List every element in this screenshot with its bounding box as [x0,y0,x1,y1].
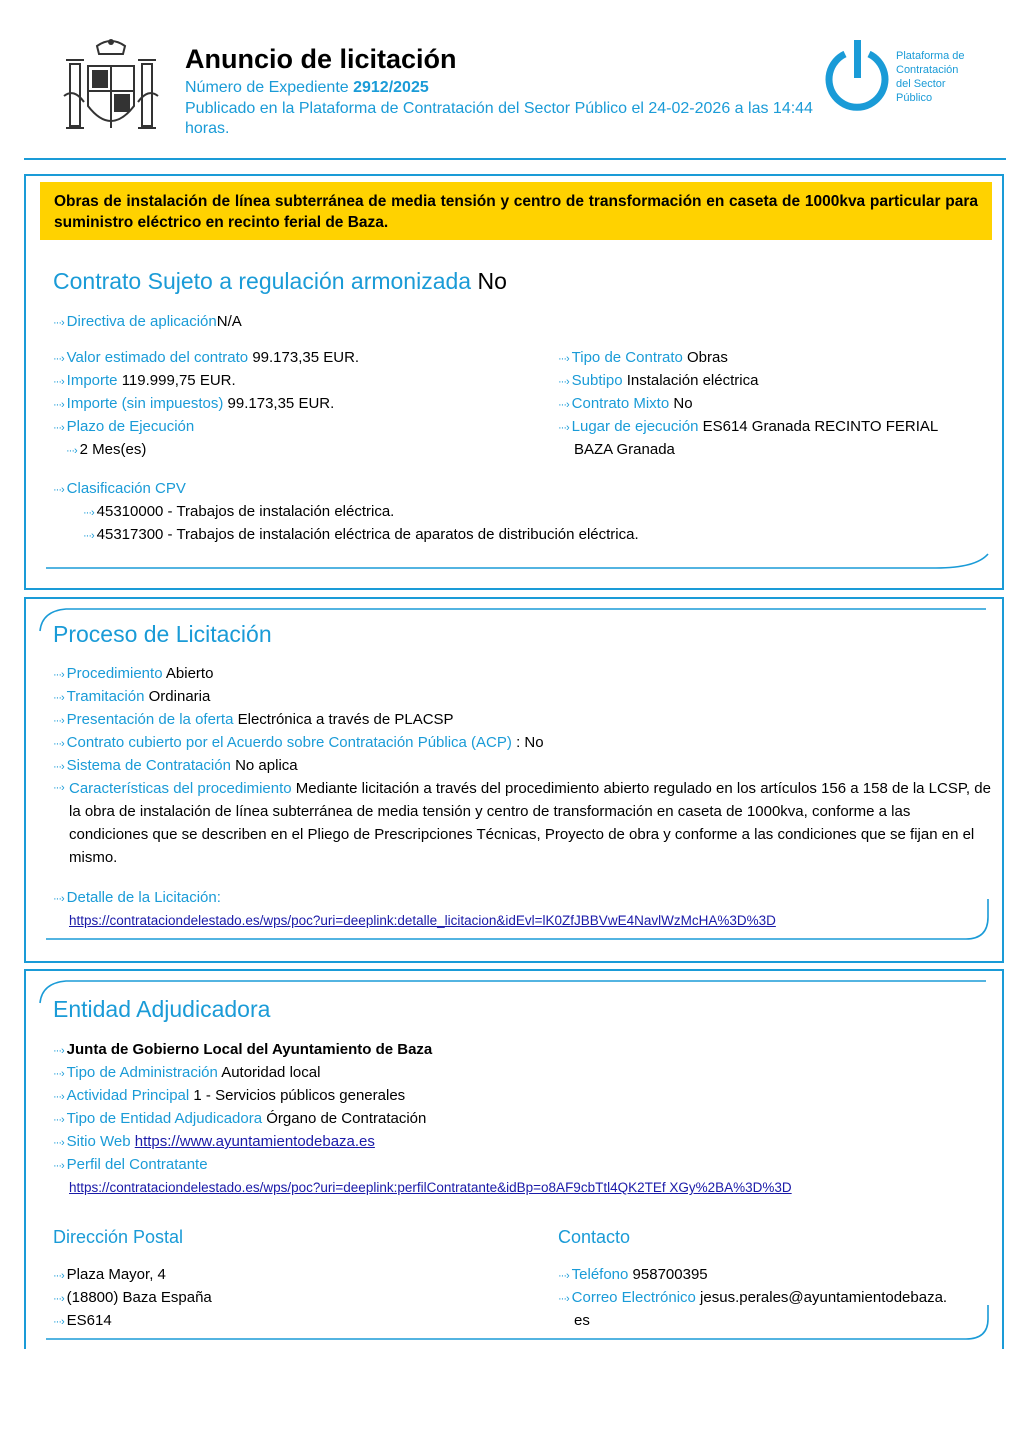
header-divider [24,158,1006,160]
arrow-icon: ···› [53,484,64,496]
decorative-swoosh [36,1301,991,1345]
arrow-icon: ···› [53,1068,64,1080]
importe-label: Importe [66,372,118,389]
tipo-entidad-value: Órgano de Contratación [266,1110,427,1127]
sistema-value: No aplica [235,757,298,774]
lugar-row-2 [574,438,675,461]
page-header [0,0,1031,160]
arrow-icon: ···› [53,1045,64,1057]
telefono-label: Teléfono [571,1266,629,1283]
importe-sin-row [53,392,334,417]
expediente-number [185,79,429,97]
platform-line: Público [896,92,933,104]
arrow-icon: ···› [53,399,64,411]
regulation-heading [53,268,507,295]
lugar-value-2: BAZA Granada [574,441,675,458]
arrow-icon: ···› [53,422,64,434]
direccion-text: Plaza Mayor, 4 [66,1266,166,1283]
arrow-icon: ···› [53,1137,64,1149]
procedimiento-label: Procedimiento [66,665,163,682]
valor-label: Valor estimado del contrato [66,349,249,366]
arrow-icon: ···› [558,422,569,434]
contract-title: Obras de instalación de línea subterránea de media tensión y centro de transformación en caseta de 1000kva particular para suministro eléctrico en recinto ferial de Baza. [54,193,978,231]
detalle-label: Detalle de la Licitación: [66,889,221,906]
tipo-entidad-row [53,1107,426,1132]
sistema-row [53,754,298,779]
correo-value-2: es [574,1312,590,1329]
cpv-item-text: 45310000 - Trabajos de instalación eléctrica. [96,503,395,520]
sitio-row [53,1130,375,1155]
arrow-icon: ···› [53,1270,64,1282]
tipo-row [558,346,728,371]
acp-label: Contrato cubierto por el Acuerdo sobre Contratación Pública (ACP) [66,734,512,751]
plazo-label: Plazo de Ejecución [66,418,195,435]
expediente-value: 2912/2025 [353,79,429,96]
arrow-icon: ···› [53,761,64,773]
acp-value: : No [516,734,544,751]
mixto-label: Contrato Mixto [571,395,670,412]
expediente-label: Número de Expediente [185,79,349,96]
tramitacion-row [53,685,210,710]
perfil-row [53,1153,208,1178]
plazo-row [53,415,194,440]
decorative-swoosh [36,895,991,945]
cpv-label: Clasificación CPV [66,480,186,497]
caracteristicas-label: Características del procedimiento [69,780,292,797]
proceso-section [24,597,1004,963]
proceso-title: Proceso de Licitación [53,621,272,647]
arrow-icon: ···› [558,399,569,411]
arrow-icon: ···› [558,1293,569,1305]
sitio-link[interactable]: https://www.ayuntamientodebaza.es [134,1133,375,1150]
telefono-row [558,1263,708,1288]
perfil-link[interactable]: https://contrataciondelestado.es/wps/poc?uri=deeplink:perfilContratante&idBp=o8AF9cbTtl4QK2TEf XGy%2BA%3D%3D [69,1180,792,1195]
arrow-icon: ···› [558,376,569,388]
directiva-row [53,310,242,335]
tipo-value: Obras [687,349,728,366]
cpv-item [83,523,639,548]
lugar-value: ES614 Granada RECINTO FERIAL [702,418,939,435]
platform-name [896,49,986,105]
plazo-value: 2 Mes(es) [79,441,147,458]
entidad-title: Entidad Adjudicadora [53,996,271,1022]
sitio-label: Sitio Web [66,1133,131,1150]
cpv-item [83,500,394,525]
direccion-title: Dirección Postal [53,1227,184,1247]
tipo-admin-value: Autoridad local [221,1064,321,1081]
arrow-icon: ···› [558,1270,569,1282]
contacto-title: Contacto [558,1227,631,1247]
tipo-admin-label: Tipo de Administración [66,1064,218,1081]
decorative-swoosh [36,548,991,572]
regulation-value: No [477,268,507,294]
actividad-label: Actividad Principal [66,1087,190,1104]
procedimiento-row [53,662,213,687]
arrow-icon: ···› [53,1316,64,1328]
mixto-row [558,392,693,417]
importe-sin-label: Importe (sin impuestos) [66,395,224,412]
lugar-row [558,415,938,440]
directiva-value: N/A [216,313,242,330]
acp-row [53,731,544,756]
subtipo-value: Instalación eléctrica [626,372,759,389]
presentacion-value: Electrónica a través de PLACSP [237,711,454,728]
coat-of-arms-logo [62,36,160,142]
arrow-icon: ···› [53,738,64,750]
valor-row [53,346,359,371]
platform-power-icon [823,38,893,114]
perfil-label: Perfil del Contratante [66,1156,208,1173]
arrow-icon: ···› [53,353,64,365]
arrow-icon: ···› [53,893,64,905]
arrow-icon: ···› [53,1293,64,1305]
regulation-label: Contrato Sujeto a regulación armonizada [53,268,472,294]
tramitacion-value: Ordinaria [148,688,211,705]
arrow-icon: ···› [83,530,94,542]
entidad-name-row [53,1038,432,1063]
caracteristicas-row [53,777,993,869]
arrow-icon: ···› [53,782,64,794]
arrow-icon: ···› [53,692,64,704]
directiva-label: Directiva de aplicación [66,313,217,330]
correo-value: jesus.perales@ayuntamientodebaza. [700,1289,948,1306]
arrow-icon: ···› [83,507,94,519]
actividad-row [53,1084,405,1109]
cpv-row [53,477,186,502]
telefono-value: 958700395 [632,1266,708,1283]
arrow-icon: ···› [53,1160,64,1172]
arrow-icon: ···› [53,376,64,388]
valor-value: 99.173,35 EUR. [252,349,360,366]
arrow-icon: ···› [66,445,77,457]
tramitacion-label: Tramitación [66,688,145,705]
arrow-icon: ···› [53,715,64,727]
importe-row [53,369,236,394]
contract-title-banner [40,182,992,240]
sistema-label: Sistema de Contratación [66,757,231,774]
detalle-link[interactable]: https://contrataciondelestado.es/wps/poc?uri=deeplink:detalle_licitacion&idEvl=lK0ZfJBBVwE4NavlWzMcHA%3D%3D [69,913,776,928]
entidad-section [24,969,1004,1349]
platform-line: Plataforma de [896,50,965,62]
arrow-icon: ···› [53,317,64,329]
arrow-icon: ···› [53,1114,64,1126]
caracteristicas-text [69,777,993,869]
platform-line: Contratación [896,64,959,76]
subtipo-label: Subtipo [571,372,623,389]
correo-label: Correo Electrónico [571,1289,696,1306]
platform-line: del Sector [896,78,946,90]
cpv-item-text: 45317300 - Trabajos de instalación eléctrica de aparatos de distribución eléctrica. [96,526,639,543]
direccion-text: (18800) Baza España [66,1289,212,1306]
importe-value: 119.999,75 EUR. [121,372,236,389]
publication-date: Publicado en la Plataforma de Contratación del Sector Público el 24-02-2026 a las 14:44 horas. [185,100,813,137]
page-title: Anuncio de licitación [185,44,457,74]
lugar-label: Lugar de ejecución [571,418,699,435]
arrow-icon: ···› [558,353,569,365]
presentacion-row [53,708,454,733]
summary-section [24,174,1004,590]
direccion-line [53,1263,166,1288]
arrow-icon: ···› [53,1091,64,1103]
perfil-link-row [69,1176,792,1199]
tipo-admin-row [53,1061,320,1086]
caracteristicas-value: Mediante licitación a través del procedimiento abierto regulado en los artículos 156 a 158 de la LCSP, de la obra de instalación de línea subterránea de media tensión y centro de transformación en caseta de 1000kva, conforme a las condiciones que se describen en el Pliego de Prescripciones Técnicas, Proyecto de obra y conforme a las condiciones que se fijan en el mismo. [69,780,991,866]
entidad-name: Junta de Gobierno Local del Ayuntamiento de Baza [66,1041,433,1058]
importe-sin-value: 99.173,35 EUR. [227,395,335,412]
presentacion-label: Presentación de la oferta [66,711,234,728]
procedimiento-value: Abierto [165,665,214,682]
actividad-value: 1 - Servicios públicos generales [193,1087,406,1104]
direccion-text: ES614 [66,1312,112,1329]
subtipo-row [558,369,758,394]
tipo-entidad-label: Tipo de Entidad Adjudicadora [66,1110,263,1127]
mixto-value: No [673,395,693,412]
arrow-icon: ···› [53,669,64,681]
tipo-label: Tipo de Contrato [571,349,683,366]
plazo-value-row [66,438,146,463]
